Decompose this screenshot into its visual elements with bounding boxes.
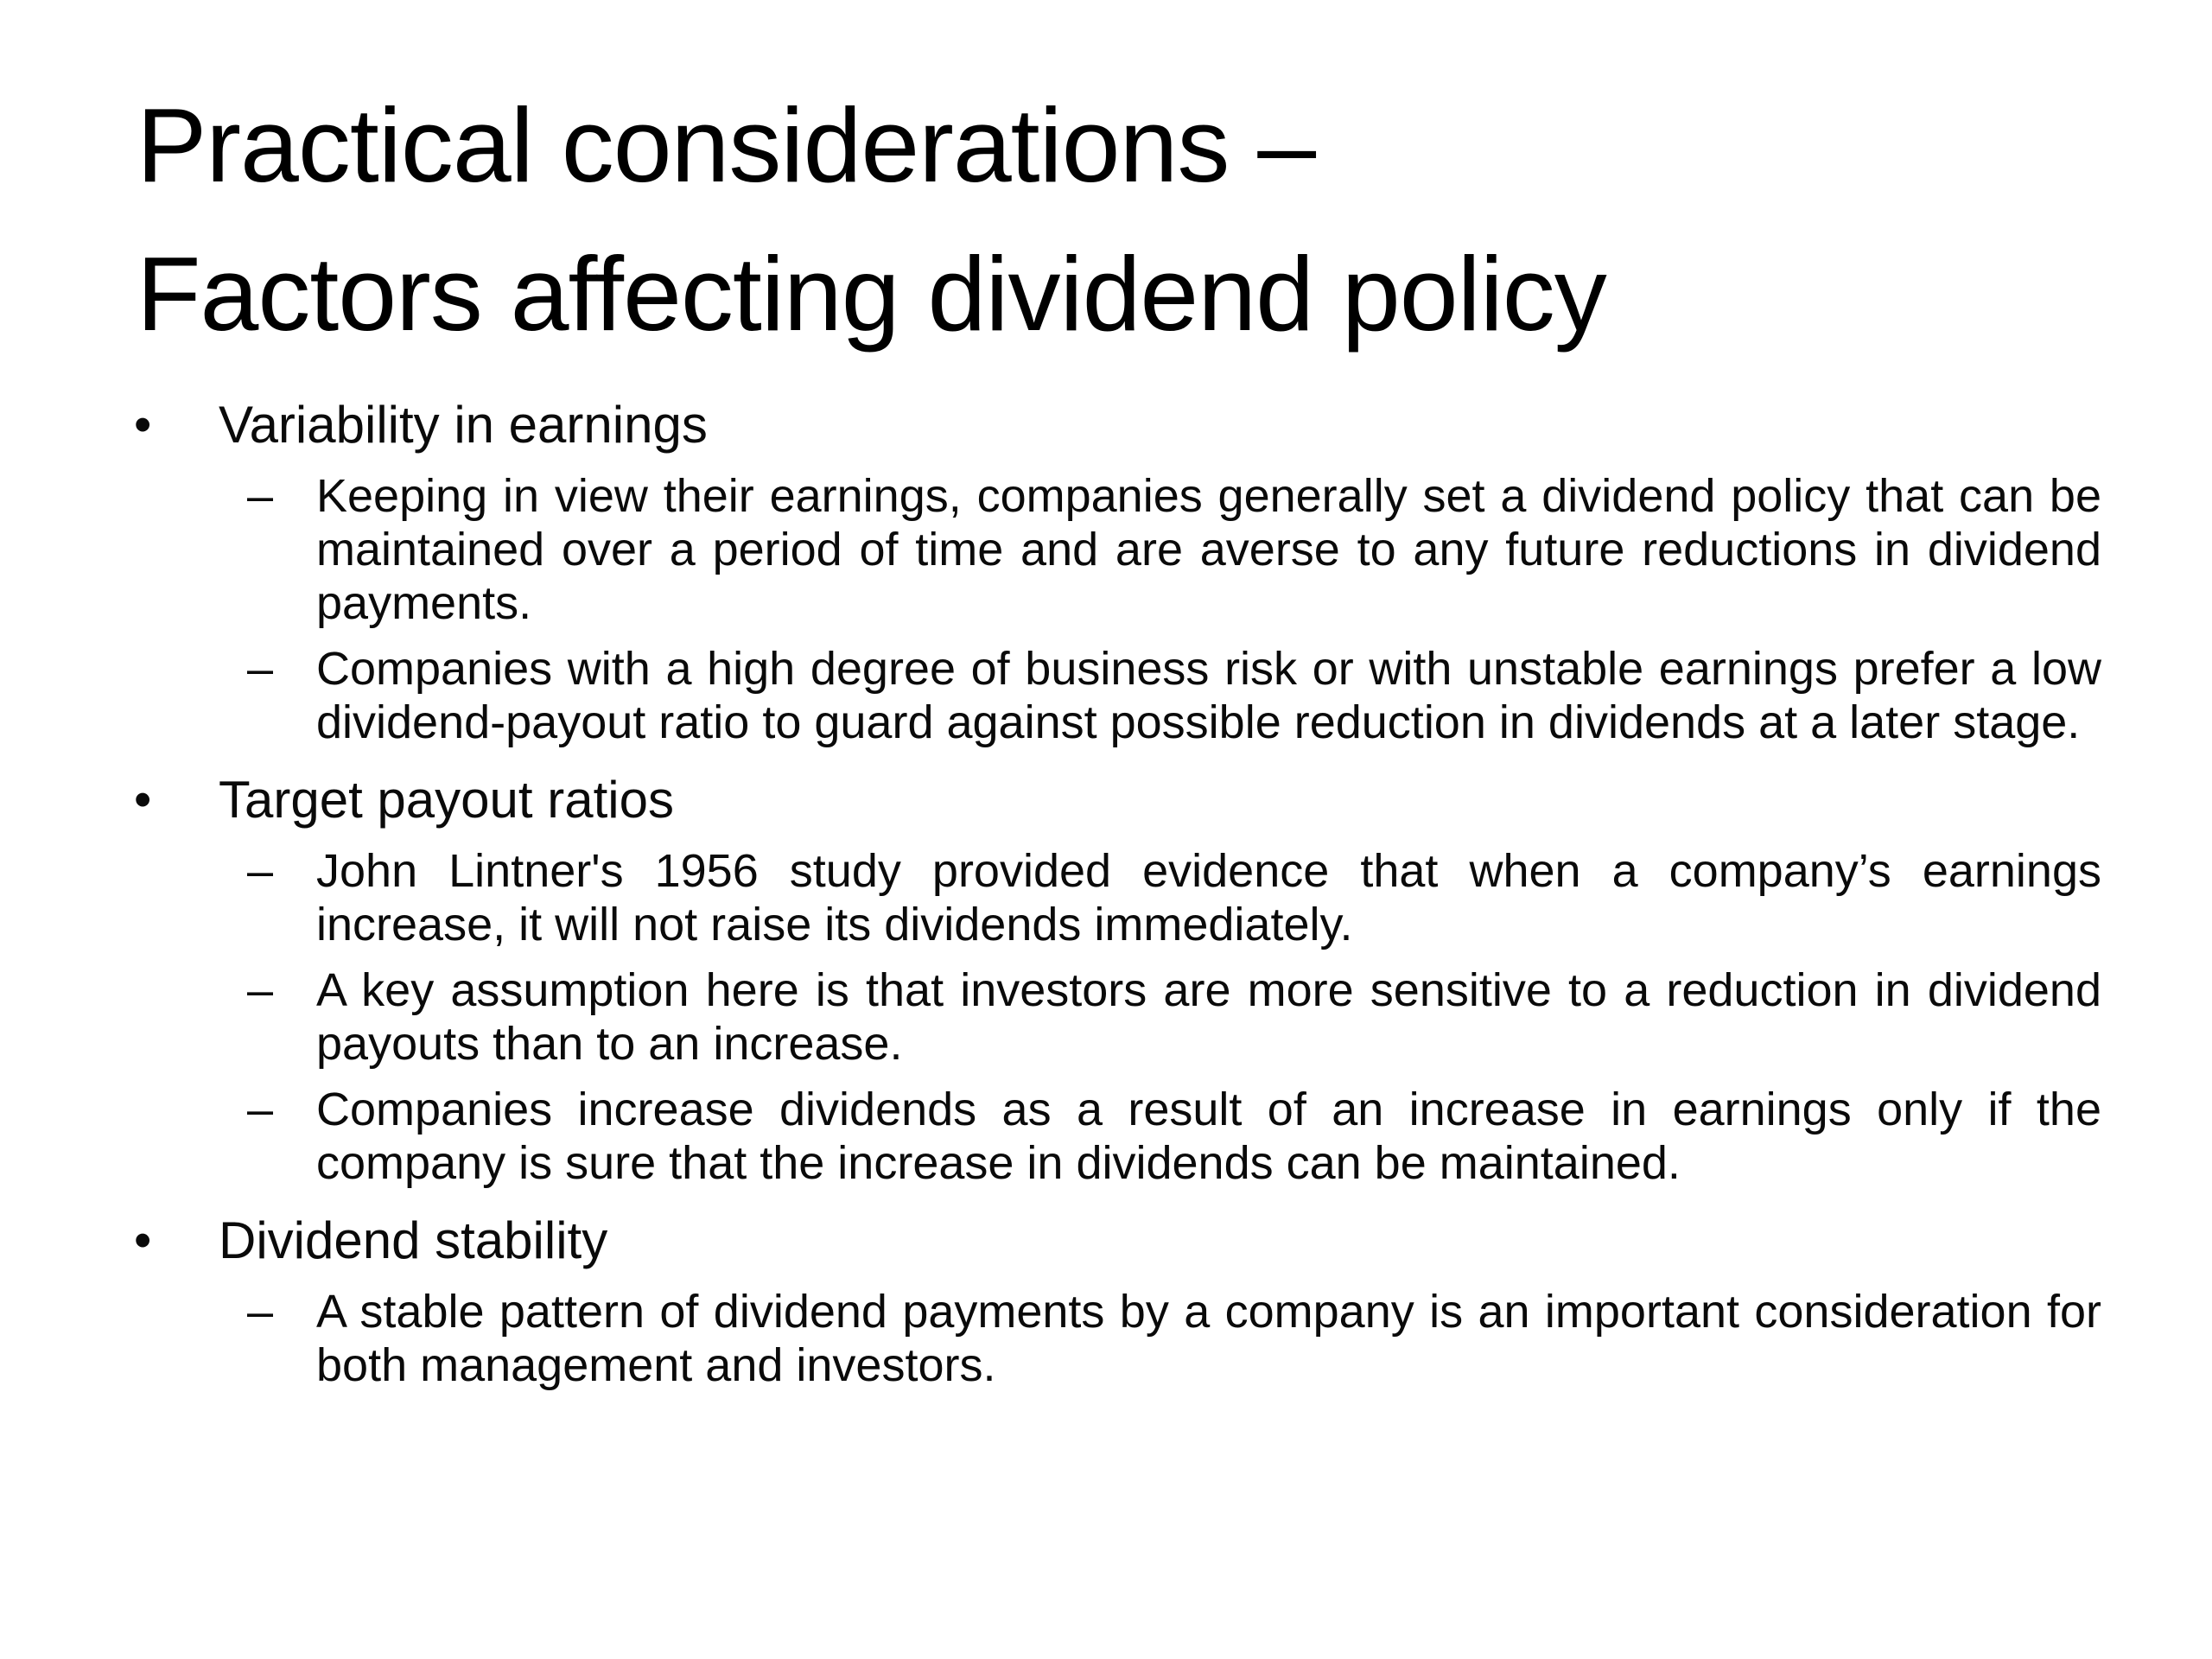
sub-bullet-text: Companies increase dividends as a result of an increase in earnings only if the company is sure that the increase in dividends can be maintained. bbox=[316, 1084, 2101, 1189]
bullet-icon: • bbox=[134, 1212, 152, 1268]
sub-bullet-item bbox=[247, 469, 2101, 630]
bullet-item-target-payout bbox=[130, 768, 2101, 832]
slide-title-line-2: Factors affecting dividend policy bbox=[137, 235, 1606, 353]
sub-bullet-text: Companies with a high degree of business risk or with unstable earnings prefer a low dividend-payout ratio to guard against possible reduction in dividends at a later stage. bbox=[316, 643, 2101, 748]
dash-icon: – bbox=[247, 470, 274, 522]
dash-icon: – bbox=[247, 643, 274, 695]
sub-bullet-item bbox=[247, 844, 2101, 951]
sub-bullet-item bbox=[247, 1083, 2101, 1190]
slide-title bbox=[137, 71, 2081, 368]
sub-bullet-text: A stable pattern of dividend payments by a company is an important consideration for both management and investors. bbox=[316, 1286, 2101, 1391]
dash-icon: – bbox=[247, 845, 274, 897]
bullet-item-variability bbox=[130, 393, 2101, 457]
bullet-heading: Target payout ratios bbox=[219, 771, 674, 829]
sub-bullet-item bbox=[247, 642, 2101, 749]
bullet-icon: • bbox=[134, 772, 152, 828]
bullet-item-dividend-stability bbox=[130, 1209, 2101, 1273]
sub-bullet-item bbox=[247, 1285, 2101, 1392]
slide-body bbox=[130, 393, 2101, 1392]
bullet-heading: Variability in earnings bbox=[219, 396, 708, 454]
sub-bullet-item bbox=[247, 963, 2101, 1071]
dash-icon: – bbox=[247, 1286, 274, 1338]
bullet-icon: • bbox=[134, 397, 152, 453]
dash-icon: – bbox=[247, 1084, 274, 1135]
slide-title-line-1: Practical considerations – bbox=[137, 86, 1316, 204]
bullet-heading: Dividend stability bbox=[219, 1211, 608, 1269]
sub-bullet-text: Keeping in view their earnings, companies generally set a dividend policy that can be maintained over a period of time and are averse to any future reductions in dividend payments. bbox=[316, 470, 2101, 629]
sub-bullet-text: John Lintner's 1956 study provided evidence that when a company’s earnings increase, it will not raise its dividends immediately. bbox=[316, 845, 2101, 950]
dash-icon: – bbox=[247, 964, 274, 1016]
sub-bullet-text: A key assumption here is that investors are more sensitive to a reduction in dividend payouts than to an increase. bbox=[316, 964, 2101, 1070]
